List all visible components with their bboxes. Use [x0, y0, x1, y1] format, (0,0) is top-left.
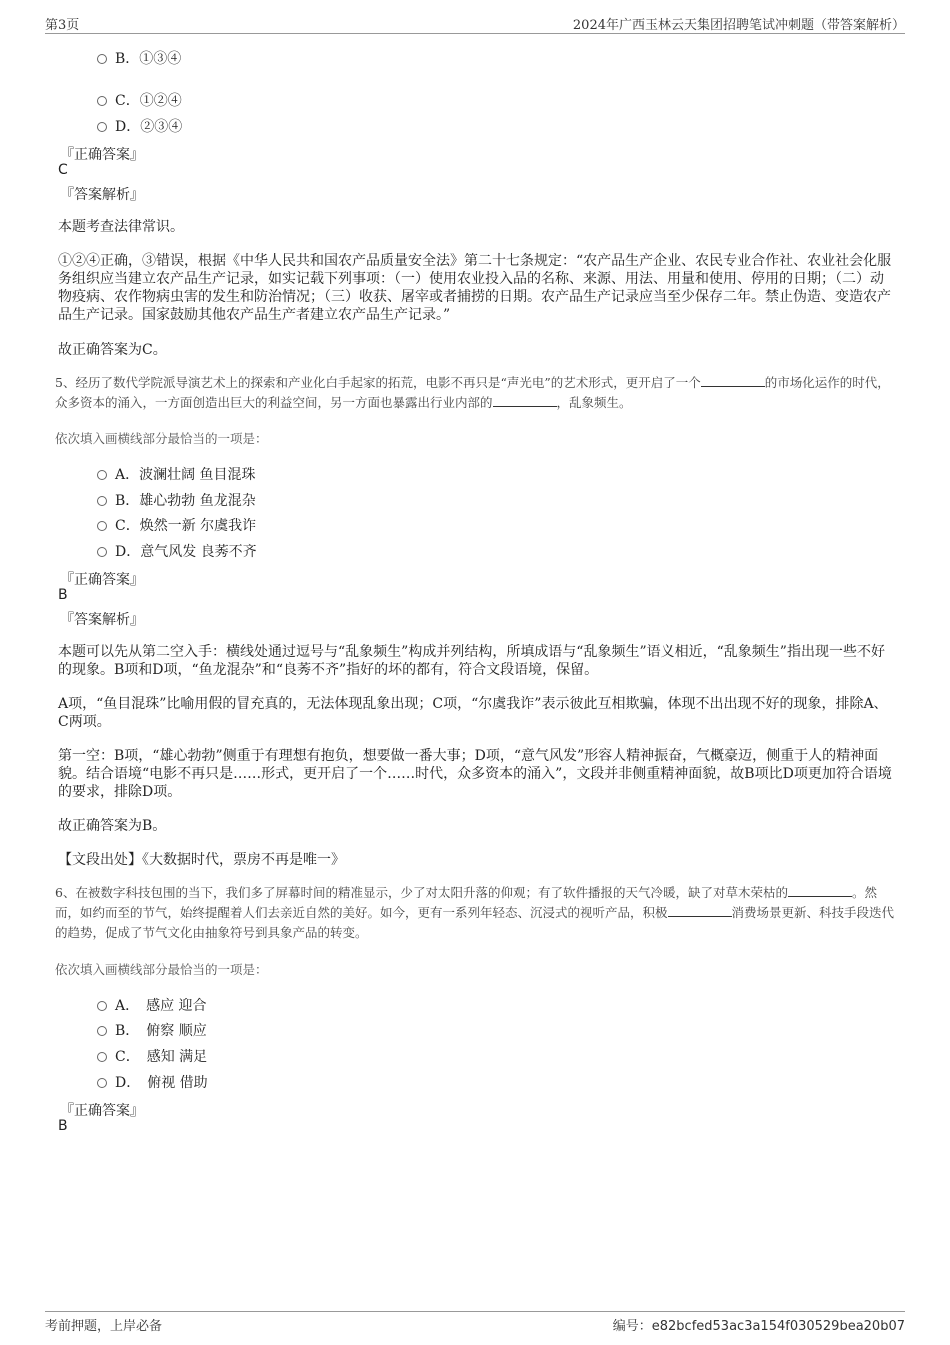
q4-analysis-p2: ①②④正确，③错误，根据《中华人民共和国农产品质量安全法》第二十七条规定：“农产品生产企业、农民专业合作社、农业社会化服务组织应当建立农产品生产记录，如实记载下列事项：（一）使用农业投入品的名称、来源、用法、用量和使用、停用的日期；（二）动物疫病、农作物病虫害的发生和防治情况；（三）收获、屠宰或者捕捞的日期。农产品生产记录应当至少保存二年。禁止伪造、变造农产品生产记录。国家鼓励其他农产品生产者建立农产品生产记录。” — [58, 253, 892, 323]
q6-prompt: 依次填入画横线部分最恰当的一项是： — [55, 962, 268, 977]
q4-analysis-p3: 故正确答案为C。 — [58, 342, 167, 358]
q6-stem: 6、在被数字科技包围的当下，我们多了屏幕时间的精准显示，少了对太阳升落的仰观；有了软件播报的天气冷暖，缺了对草木荣枯的 。然而，如约而至的节气，始终提醒着人们去亲近自然的美好。如今，更有一系列年轻态、沉浸式的视听产品，积极 消费场景更新、科技手段迭代的趋势，促成了节气文化由抽象符号到具象产品的转变。 — [55, 885, 895, 940]
blank-1 — [701, 374, 765, 387]
q4-option-c[interactable]: C．①②④ — [97, 90, 182, 110]
radio-icon[interactable] — [97, 496, 107, 506]
q4-answer: C — [58, 162, 68, 178]
radio-icon[interactable] — [97, 470, 107, 480]
q6-answer: B — [58, 1118, 68, 1134]
radio-icon[interactable] — [97, 521, 107, 531]
radio-icon[interactable] — [97, 547, 107, 557]
q6-answer-label: 『正确答案』 — [60, 1103, 144, 1119]
q5-prompt: 依次填入画横线部分最恰当的一项是： — [55, 431, 268, 446]
q6-option-c[interactable]: C． 感知 满足 — [97, 1046, 207, 1066]
q5-analysis-p2: A项，“鱼目混珠”比喻用假的冒充真的，无法体现乱象出现；C项，“尔虞我诈”表示彼此互相欺骗，体现不出出现不好的现象，排除A、C两项。 — [58, 696, 888, 730]
radio-icon[interactable] — [97, 96, 107, 106]
footer-divider — [45, 1311, 905, 1312]
q5-option-b[interactable]: B．雄心勃勃 鱼龙混杂 — [97, 490, 256, 510]
blank-2 — [668, 904, 732, 917]
q6-option-b[interactable]: B． 俯察 顺应 — [97, 1020, 207, 1040]
q5-source: 【文段出处】《大数据时代，票房不再是唯一》 — [58, 852, 345, 868]
radio-icon[interactable] — [97, 1026, 107, 1036]
page-number: 第3页 — [45, 18, 80, 33]
footer-code: 编号：e82bcfed53ac3a154f030529bea20b07 — [612, 1319, 905, 1334]
q4-analysis-label: 『答案解析』 — [60, 187, 144, 203]
page-footer — [45, 1315, 905, 1335]
q4-analysis-p1: 本题考查法律常识。 — [58, 219, 184, 235]
q6-option-a[interactable]: A． 感应 迎合 — [97, 995, 207, 1015]
q5-analysis-p4: 故正确答案为B。 — [58, 818, 167, 834]
q5-analysis-label: 『答案解析』 — [60, 612, 144, 628]
radio-icon[interactable] — [97, 1052, 107, 1062]
q5-option-d[interactable]: D．意气风发 良莠不齐 — [97, 541, 257, 561]
q5-answer: B — [58, 587, 68, 603]
blank-1 — [788, 884, 852, 897]
radio-icon[interactable] — [97, 54, 107, 64]
blank-2 — [493, 394, 557, 407]
q4-answer-label: 『正确答案』 — [60, 147, 144, 163]
footer-slogan: 考前押题，上岸必备 — [45, 1319, 163, 1334]
radio-icon[interactable] — [97, 1078, 107, 1088]
q4-option-d[interactable]: D．②③④ — [97, 116, 182, 136]
radio-icon[interactable] — [97, 122, 107, 132]
q5-option-a[interactable]: A．波澜壮阔 鱼目混珠 — [97, 464, 256, 484]
radio-icon[interactable] — [97, 1001, 107, 1011]
header-divider — [45, 33, 905, 34]
document-title: 2024年广西玉林云天集团招聘笔试冲刺题（带答案解析） — [572, 18, 905, 33]
q4-option-b[interactable]: B．①③④ — [97, 48, 181, 68]
q5-stem: 5、经历了数代学院派导演艺术上的探索和产业化白手起家的拓荒，电影不再只是“声光电”的艺术形式，更开启了一个 的市场化运作的时代，众多资本的涌入，一方面创造出巨大的利益空间，另一方面也暴露出行业内部的 ，乱象频生。 — [55, 375, 890, 410]
q5-analysis-p1: 本题可以先从第二空入手：横线处通过逗号与“乱象频生”构成并列结构，所填成语与“乱象频生”语义相近，“乱象频生”指出现一些不好的现象。B项和D项，“鱼龙混杂”和“良莠不齐”指好的坏的都有，符合文段语境，保留。 — [58, 644, 885, 678]
q5-option-c[interactable]: C．焕然一新 尔虞我诈 — [97, 515, 256, 535]
q5-answer-label: 『正确答案』 — [60, 572, 144, 588]
q6-option-d[interactable]: D． 俯视 借助 — [97, 1072, 208, 1092]
page-header — [45, 14, 905, 34]
q5-analysis-p3: 第一空：B项，“雄心勃勃”侧重于有理想有抱负，想要做一番大事；D项，“意气风发”形容人精神振奋，气概豪迈，侧重于人的精神面貌。结合语境“电影不再只是……形式，更开启了一个……时代，众多资本的涌入”，文段并非侧重精神面貌，故B项比D项更加符合语境的要求，排除D项。 — [58, 748, 892, 800]
